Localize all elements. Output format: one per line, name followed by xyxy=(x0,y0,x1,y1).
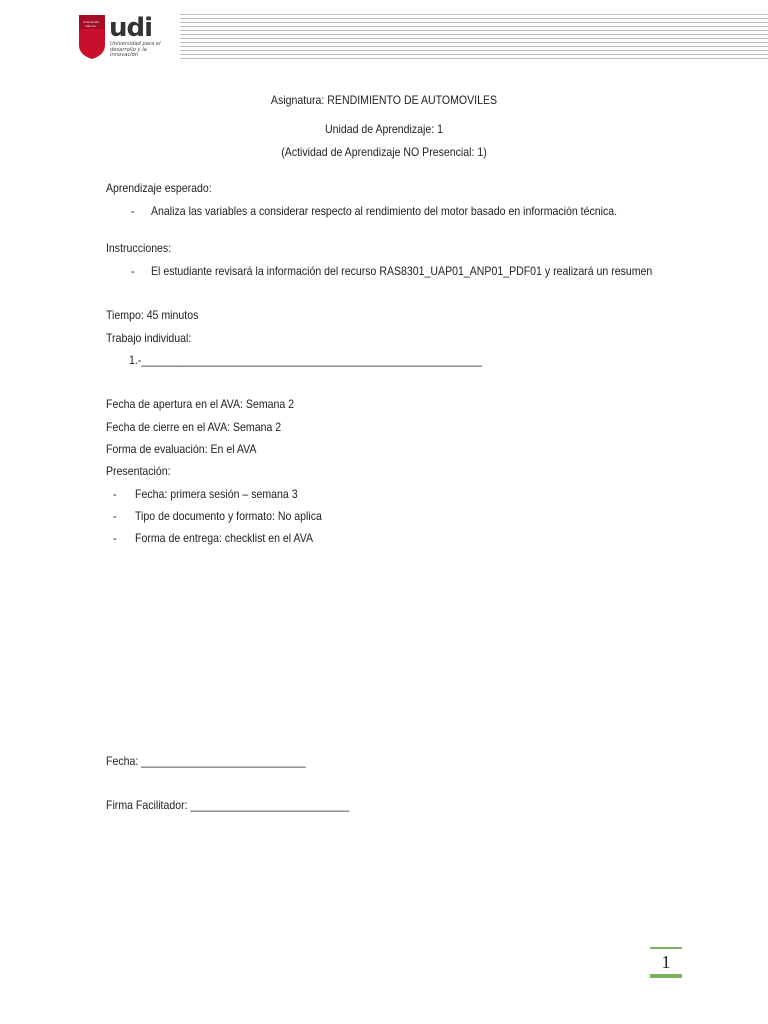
bullet: - xyxy=(131,204,135,218)
activity-title: (Actividad de Aprendizaje NO Presencial: 1) xyxy=(281,145,487,159)
bullet: - xyxy=(113,487,117,501)
page-number-bottom-bar xyxy=(650,974,682,978)
instruction-item: El estudiante revisará la información del recurso RAS8301_UAP01_ANP01_PDF01 y realizará un resumen xyxy=(151,264,653,278)
presentation-item: Fecha: primera sesión – semana 3 xyxy=(135,487,298,501)
open-date-text: Fecha de apertura en el AVA: Semana 2 xyxy=(106,397,295,411)
bullet: - xyxy=(113,531,117,545)
date-signature-line: Fecha: ____________________________ xyxy=(106,754,306,768)
subject-title: Asignatura: RENDIMIENTO DE AUTOMOVILES xyxy=(270,93,498,107)
work-type-text: Trabajo individual: xyxy=(106,331,192,345)
time-text: Tiempo: 45 minutos xyxy=(106,308,199,322)
svg-text:ciencia: ciencia xyxy=(85,24,96,28)
expected-learning-label: Aprendizaje esperado: xyxy=(106,181,212,195)
bullet: - xyxy=(113,509,117,523)
logo-wordmark: udi xyxy=(109,13,153,43)
logo-subtitle: Universidad para el desarrollo y la innovación xyxy=(110,41,161,59)
presentation-label: Presentación: xyxy=(106,464,171,478)
bullet: - xyxy=(131,264,135,278)
udi-logo xyxy=(79,15,179,61)
work-item-line: 1.-__________________________________________________________ xyxy=(129,353,482,367)
presentation-item: Tipo de documento y formato: No aplica xyxy=(135,509,322,523)
svg-text:innovación: innovación xyxy=(83,20,100,24)
page-number-box xyxy=(650,947,682,978)
page-number: 1 xyxy=(661,952,671,972)
instructions-label: Instrucciones: xyxy=(106,241,172,255)
evaluation-text: Forma de evaluación: En el AVA xyxy=(106,442,257,456)
shield-logo-icon xyxy=(79,15,105,59)
close-date-text: Fecha de cierre en el AVA: Semana 2 xyxy=(106,420,282,434)
facilitator-signature-line: Firma Facilitador: ___________________________ xyxy=(106,798,350,812)
unit-title: Unidad de Aprendizaje: 1 xyxy=(324,122,444,136)
page-number-top-bar xyxy=(650,947,682,949)
presentation-item: Forma de entrega: checklist en el AVA xyxy=(135,531,314,545)
header-stripes xyxy=(180,14,768,60)
expected-learning-item: Analiza las variables a considerar respecto al rendimiento del motor basado en información técnica. xyxy=(151,204,618,218)
